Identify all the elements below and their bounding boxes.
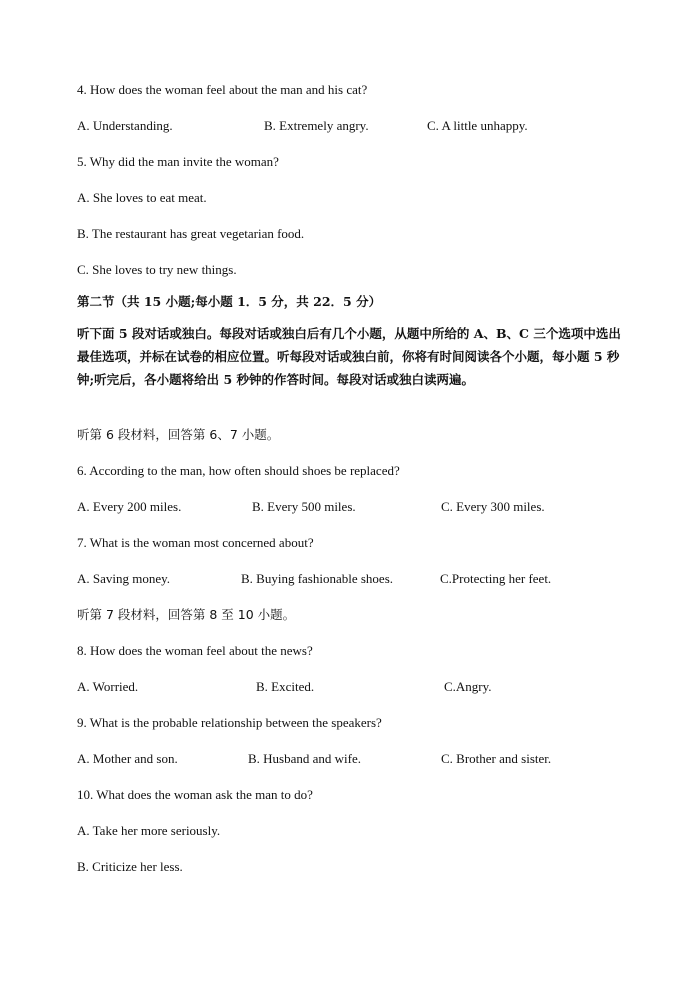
option-5c: C. She loves to try new things. [77,262,237,277]
material-7-note: 听第 7 段材料，回答第 8 至 10 小题。 [77,607,296,622]
option-7c: C.Protecting her feet. [440,571,552,586]
option-4b: B. Extremely angry. [264,118,369,133]
option-6a: A. Every 200 miles. [77,499,182,514]
material-6-note: 听第 6 段材料，回答第 6、7 小题。 [77,427,280,442]
option-8c: C.Angry. [444,679,492,694]
option-4c: C. A little unhappy. [427,118,528,133]
question-6: 6. According to the man, how often should shoes be replaced? [77,463,400,478]
question-5: 5. Why did the man invite the woman? [77,154,279,169]
option-8b: B. Excited. [256,679,315,694]
option-7a: A. Saving money. [77,571,171,586]
option-9c: C. Brother and sister. [441,751,552,766]
option-6c: C. Every 300 miles. [441,499,545,514]
question-10: 10. What does the woman ask the man to do? [77,787,313,802]
question-4: 4. How does the woman feel about the man and his cat? [77,82,368,97]
question-8: 8. How does the woman feel about the news? [77,643,313,658]
option-6b: B. Every 500 miles. [252,499,356,514]
option-10a: A. Take her more seriously. [77,823,221,838]
option-8a: A. Worried. [77,679,139,694]
option-9a: A. Mother and son. [77,751,178,766]
option-7b: B. Buying fashionable shoes. [241,571,394,586]
option-10b: B. Criticize her less. [77,859,183,874]
option-4a: A. Understanding. [77,118,173,133]
question-7: 7. What is the woman most concerned about? [77,535,314,550]
option-5a: A. She loves to eat meat. [77,190,207,205]
question-9: 9. What is the probable relationship between the speakers? [77,715,382,730]
option-5b: B. The restaurant has great vegetarian food. [77,226,305,241]
section-heading: 第二节（共 15 小题;每小题 1．5 分，共 22．5 分） [77,294,382,309]
section-instructions: 听下面 5 段对话或独白。每段对话或独白后有几个小题，从题中所给的 A、B、C 三个选项中选出最佳选项，并标在试卷的相应位置。听每段对话或独白前，你将有时间阅读各个小题，每小题 5 秒钟;听完后，各小题将给出 5 秒钟的作答时间。每段对话或独白读两遍。 [77,326,621,387]
option-9b: B. Husband and wife. [248,751,362,766]
